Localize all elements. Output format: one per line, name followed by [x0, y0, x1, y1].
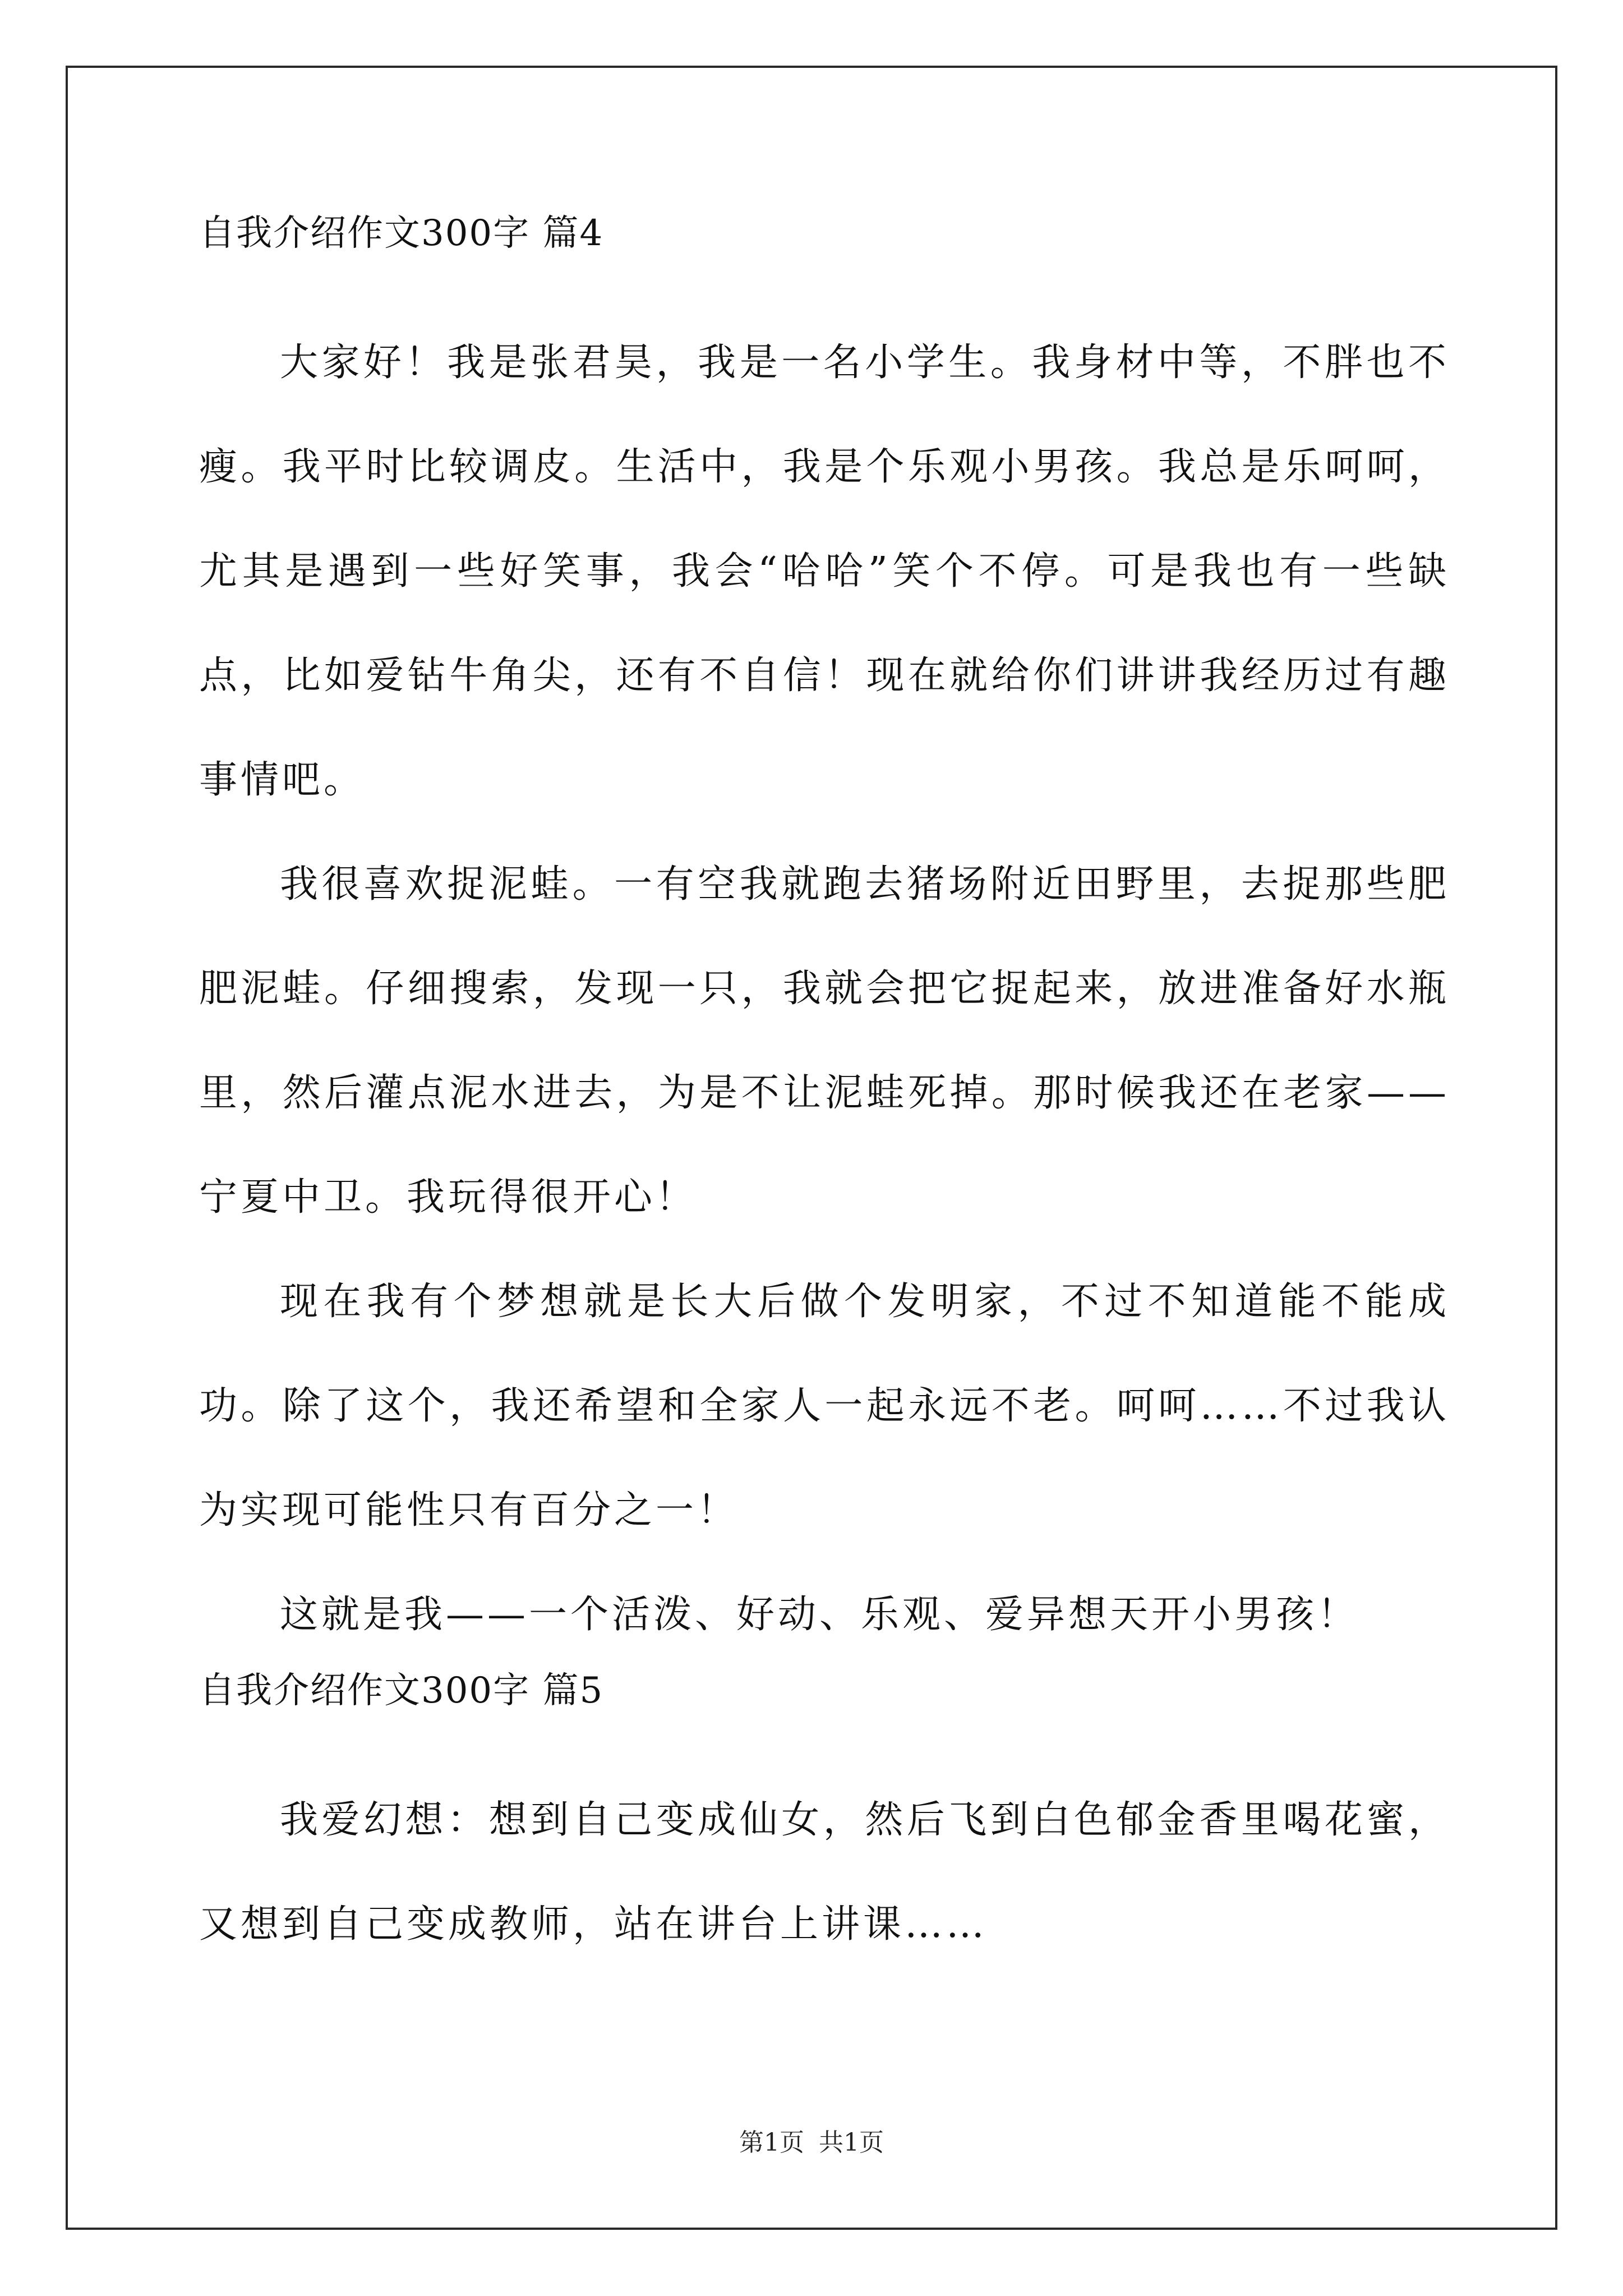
paragraph: 这就是我——一个活泼、好动、乐观、爱异想天开小男孩！ [280, 1593, 1359, 1637]
section-title: 自我介绍作文300字 篇4 [199, 213, 604, 254]
paragraph: 大家好！我是张君昊，我是一名小学生。我身材中等，不胖也不瘦。我平时比较调皮。生活中，我是个乐观小男孩。我总是乐呵呵，尤其是遇到一些好笑事，我会“哈哈”笑个不停。可是我也有一些缺点，比如爱钻牛角尖，还有不自信！现在就给你们讲讲我经历过有趣事情吧。 [199, 341, 1450, 802]
paragraph: 我爱幻想：想到自己变成仙女，然后飞到白色郁金香里喝花蜜，又想到自己变成教师，站在讲台上讲课…… [199, 1798, 1450, 1947]
section-title: 自我介绍作文300字 篇5 [199, 1670, 604, 1711]
page-number-current: 第1页 [739, 2128, 804, 2157]
paragraph: 现在我有个梦想就是长大后做个发明家，不过不知道能不能成功。除了这个，我还希望和全家人一起永远不老。呵呵……不过我认为实现可能性只有百分之一！ [199, 1280, 1450, 1533]
document-body [199, 206, 1450, 1977]
page-footer [0, 2126, 1623, 2160]
paragraph: 我很喜欢捉泥蛙。一有空我就跑去猪场附近田野里，去捉那些肥肥泥蛙。仔细搜索，发现一只，我就会把它捉起来，放进准备好水瓶里，然后灌点泥水进去，为是不让泥蛙死掉。那时候我还在老家——宁夏中卫。我玩得很开心！ [199, 862, 1450, 1220]
page-number-total: 共1页 [819, 2128, 884, 2157]
